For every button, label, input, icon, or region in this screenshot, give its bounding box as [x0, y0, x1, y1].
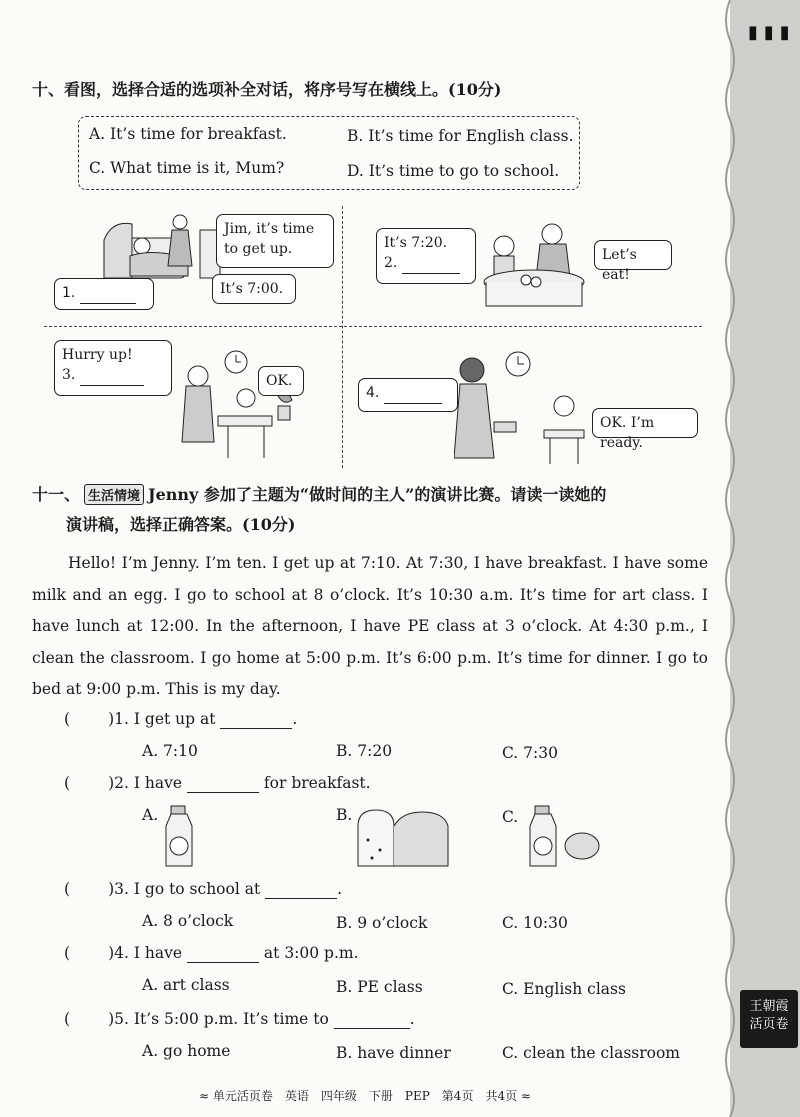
- q1-choice-c: C. 7:30: [502, 744, 558, 762]
- options-box: [78, 116, 580, 190]
- q5-choice-a: A. go home: [142, 1042, 231, 1060]
- q4-choice-a: A. art class: [142, 976, 230, 994]
- bubble-ok: OK.: [258, 366, 304, 396]
- side-margin: [730, 0, 800, 1117]
- classroom-illustration: [454, 346, 594, 466]
- bubble-time-720: It’s 7:20. 2.: [376, 228, 476, 284]
- question-3: ( )3. I go to school at .: [64, 880, 343, 898]
- kitchen-illustration: [178, 346, 298, 464]
- answer-blank-4: 4.: [358, 378, 458, 412]
- registration-marks: ▮▮▮: [748, 22, 796, 43]
- answer-blank-1: 1.: [54, 278, 154, 310]
- option-d: D. It’s time to go to school.: [347, 162, 560, 180]
- q3-choice-a: A. 8 o’clock: [142, 912, 234, 930]
- q5-choice-b: B. have dinner: [336, 1044, 451, 1062]
- option-a: A. It’s time for breakfast.: [89, 125, 287, 143]
- q1-choice-a: A. 7:10: [142, 742, 198, 760]
- bread-loaf-icon: [352, 806, 454, 870]
- question-1: ( )1. I get up at .: [64, 710, 298, 728]
- q5-choice-c: C. clean the classroom: [502, 1044, 680, 1062]
- breakfast-table-illustration: [482, 216, 592, 312]
- q1-choice-b: B. 7:20: [336, 742, 393, 760]
- section-10-title: 十、看图，选择合适的选项补全对话，将序号写在横线上。(10分): [32, 80, 502, 99]
- torn-edge: [722, 0, 736, 1117]
- question-5: ( )5. It’s 5:00 p.m. It’s time to .: [64, 1010, 415, 1028]
- option-b: B. It’s time for English class.: [347, 127, 574, 145]
- q3-choice-c: C. 10:30: [502, 914, 568, 932]
- speech-passage: Hello! I’m Jenny. I’m ten. I get up at 7:10. At 7:30, I have breakfast. I have some milk and an egg. I go to school at 8 o’clock. It’s 10:30 a.m. It’s time for art class. I have lunch at 12:00. In the afternoon, I have PE class at 3 o’clock. At 4:30 p.m., I clean the classroom. I go home at 5:00 p.m. It’s 6:00 p.m. It’s time for dinner. I go to bed at 9:00 p.m. This is my day.: [32, 554, 708, 698]
- q3-choice-b: B. 9 o’clock: [336, 914, 428, 932]
- q2-choice-a: A.: [142, 806, 159, 824]
- picture-grid: [44, 206, 702, 468]
- bubble-lets-eat: Let’s eat!: [594, 240, 672, 270]
- bubble-hurry-up: Hurry up! 3.: [54, 340, 172, 396]
- question-4: ( )4. I have at 3:00 p.m.: [64, 944, 359, 962]
- milk-bottle-icon: [162, 804, 196, 870]
- bubble-mum-wake: Jim, it’s time to get up.: [216, 214, 334, 268]
- bubble-time-700: It’s 7:00.: [212, 274, 296, 304]
- q4-choice-b: B. PE class: [336, 978, 423, 996]
- publisher-logo: 王朝霞 活页卷: [740, 990, 798, 1048]
- q2-choice-b: B.: [336, 806, 353, 824]
- bedroom-illustration: [102, 210, 222, 284]
- option-c: C. What time is it, Mum?: [89, 159, 285, 177]
- life-context-tag: 生活情境: [84, 484, 144, 505]
- page-footer: ≈ 单元活页卷 英语 四年级 下册 PEP 第4页 共4页 ≈: [199, 1089, 531, 1103]
- q2-choice-c: C.: [502, 808, 519, 826]
- section-11-title-line2: 演讲稿，选择正确答案。(10分): [66, 515, 296, 534]
- q4-choice-c: C. English class: [502, 980, 626, 998]
- bubble-im-ready: OK. I’m ready.: [592, 408, 698, 438]
- milk-and-egg-icon: [526, 804, 604, 870]
- section-11-title: 十一、 生活情境 Jenny 参加了主题为“做时间的主人”的演讲比赛。请读一读她的: [32, 485, 607, 504]
- question-2: ( )2. I have for breakfast.: [64, 774, 371, 792]
